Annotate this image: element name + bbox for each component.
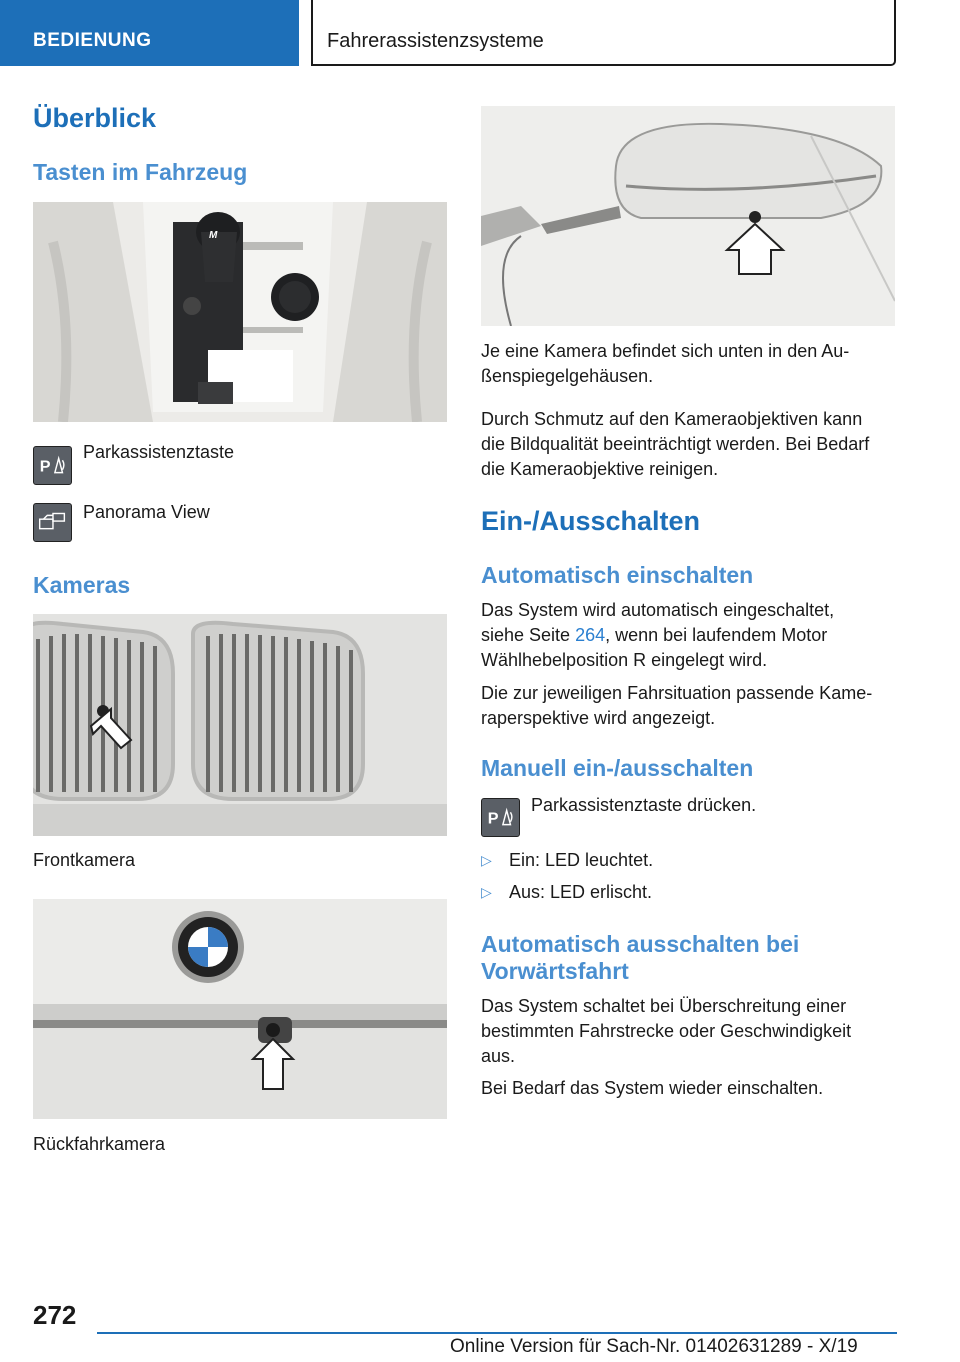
dirt-text-1: Durch Schmutz auf den Kameraobjektiven kann: [481, 409, 863, 429]
heading-manual: Manuell ein-/ausschalten: [481, 755, 754, 781]
footer-divider: [97, 1332, 897, 1334]
rear-camera-image: [33, 899, 447, 1119]
perspective-text-1: Die zur jeweiligen Fahrsituation passende Kame-: [481, 683, 873, 703]
mirror-text-1: Je eine Kamera befindet sich unten in den Au-: [481, 341, 850, 361]
page-number: 272: [33, 1300, 77, 1330]
heading-cameras: Kameras: [33, 572, 131, 598]
auto-text-1: Das System wird automatisch eingeschaltet,: [481, 600, 835, 620]
bullet-1-text: Ein: LED leuchtet.: [509, 850, 654, 870]
park-assist-icon-2: [481, 798, 520, 837]
off-text-3: aus.: [481, 1046, 516, 1066]
side-mirror-image: [481, 106, 895, 326]
panorama-view-icon: [33, 503, 72, 542]
btn1-label: Parkassistenztaste: [83, 442, 235, 462]
front-camera-caption: Frontkamera: [33, 850, 136, 870]
svg-text:P: P: [39, 457, 51, 476]
svg-text:M: M: [209, 230, 218, 241]
svg-text:P: P: [487, 809, 499, 828]
bullet-2-text: Aus: LED erlischt.: [509, 882, 653, 902]
manual-text: Parkassistenztaste drücken.: [531, 795, 757, 815]
page-264-link[interactable]: 264: [575, 625, 606, 645]
off-text-1: Das System schaltet bei Überschreitung einer: [481, 996, 847, 1016]
heading-auto-off-2: Vorwärtsfahrt: [481, 958, 629, 984]
off-text-4: Bei Bedarf das System wieder einschalten.: [481, 1078, 824, 1098]
center-console-image: [33, 202, 447, 422]
mirror-text-2: ßenspiegelgehäusen.: [481, 366, 654, 386]
auto-text-2-pre: siehe Seite: [481, 625, 576, 645]
front-camera-image: [33, 614, 447, 836]
rear-camera-caption: Rückfahrkamera: [33, 1134, 166, 1154]
auto-text-3: Wählhebelposition R eingelegt wird.: [481, 650, 768, 670]
bullet-triangle-icon: ▷: [481, 852, 492, 868]
section-label: BEDIENUNG: [33, 30, 152, 51]
heading-auto-off-1: Automatisch ausschalten bei: [481, 931, 800, 957]
bullet-triangle-icon: ▷: [481, 884, 492, 900]
off-text-2: bestimmten Fahrstrecke oder Geschwindigkeit: [481, 1021, 852, 1041]
park-assist-icon: [33, 446, 72, 485]
btn2-label: Panorama View: [83, 502, 210, 522]
dirt-text-3: die Kameraobjektive reinigen.: [481, 459, 719, 479]
heading-auto-on: Automatisch einschalten: [481, 562, 754, 588]
auto-text-2-post: , wenn bei laufendem Motor: [605, 625, 828, 645]
heading-on-off: Ein-/Ausschalten: [481, 506, 701, 536]
footer-version-text: Online Version für Sach-Nr. 01402631289 - X/19: [450, 1336, 858, 1357]
section-tab: [0, 0, 299, 66]
dirt-text-2: die Bildqualität beeinträchtigt werden. Bei Bedarf: [481, 434, 870, 454]
heading-overview: Überblick: [33, 103, 157, 133]
chapter-header: [311, 0, 896, 66]
auto-text-2: [481, 623, 827, 648]
perspective-text-2: raperspektive wird angezeigt.: [481, 708, 716, 728]
heading-buttons: Tasten im Fahrzeug: [33, 159, 248, 185]
chapter-title: Fahrerassistenzsysteme: [327, 30, 544, 52]
